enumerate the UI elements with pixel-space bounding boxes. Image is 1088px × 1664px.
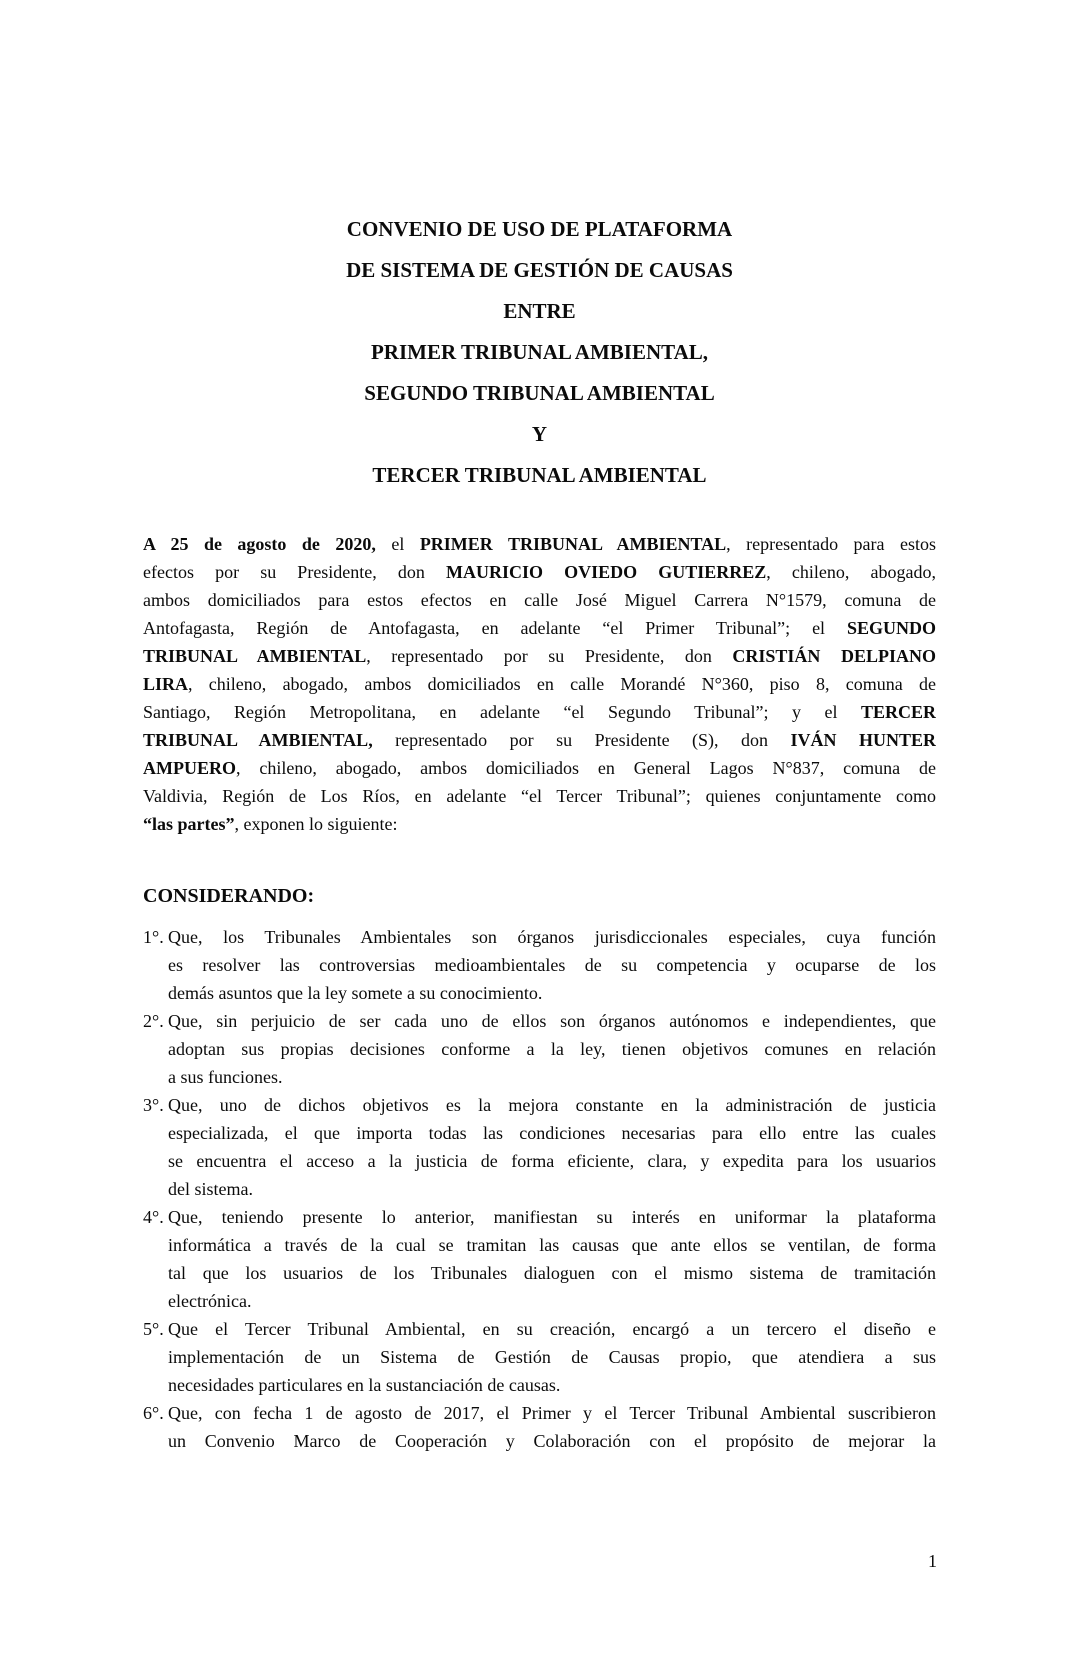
title-line: ENTRE — [503, 299, 576, 323]
document-title — [143, 209, 936, 496]
title-line: SEGUNDO TRIBUNAL AMBIENTAL — [364, 381, 715, 405]
item-line: Que, teniendo presente lo anterior, manifiestan su interés en uniformar la plataforma — [168, 1207, 936, 1227]
bold-text: TRIBUNAL AMBIENTAL, — [143, 730, 373, 750]
item-line: Que, uno de dichos objetivos es la mejora constante en la administración de justicia — [168, 1095, 936, 1115]
item-line: a sus funciones. — [168, 1067, 283, 1087]
bold-text: AMPUERO — [143, 758, 236, 778]
considerando-heading: CONSIDERANDO: — [143, 885, 315, 907]
item-line: es resolver las controversias medioambientales de su competencia y ocuparse de los — [168, 955, 936, 975]
intro-line — [143, 530, 936, 558]
item-line: un Convenio Marco de Cooperación y Colaboración con el propósito de mejorar la — [168, 1431, 936, 1451]
text: , exponen lo siguiente: — [234, 814, 398, 834]
text: , representado para estos — [726, 534, 936, 554]
bold-text: SEGUNDO — [846, 618, 936, 638]
considerando-item — [143, 923, 936, 1007]
page-content — [143, 0, 936, 1455]
title-line: CONVENIO DE USO DE PLATAFORMA — [346, 217, 733, 241]
intro-line — [143, 586, 936, 614]
considerando-item — [143, 1203, 936, 1315]
item-number: 6°. — [143, 1403, 164, 1423]
item-line: informática a través de la cual se tramitan las causas que ante ellos se ventilan, de forma — [168, 1235, 936, 1255]
bold-text: PRIMER TRIBUNAL AMBIENTAL — [419, 534, 727, 554]
title-line: PRIMER TRIBUNAL AMBIENTAL, — [370, 340, 709, 364]
bold-text: TERCER — [860, 702, 936, 722]
title-line: TERCER TRIBUNAL AMBIENTAL — [372, 463, 707, 487]
item-line: Que el Tercer Tribunal Ambiental, en su creación, encargó a un tercero el diseño e — [168, 1319, 936, 1339]
item-line: necesidades particulares en la sustanciación de causas. — [168, 1375, 561, 1395]
item-line: implementación de un Sistema de Gestión de Causas propio, que atendiera a sus — [168, 1347, 936, 1367]
bold-text: “las partes” — [143, 814, 235, 834]
item-number: 2°. — [143, 1011, 164, 1031]
text: Santiago, Región Metropolitana, en adelante “el Segundo Tribunal”; y el — [143, 702, 861, 722]
considerando-item — [143, 1315, 936, 1399]
text: , chileno, abogado, ambos domiciliados en General Lagos N°837, comuna de — [236, 758, 936, 778]
item-line: Que, los Tribunales Ambientales son órganos jurisdiccionales especiales, cuya función — [168, 927, 936, 947]
text: Antofagasta, Región de Antofagasta, en adelante “el Primer Tribunal”; el — [143, 618, 847, 638]
item-line: Que, con fecha 1 de agosto de 2017, el Primer y el Tercer Tribunal Ambiental suscribieron — [168, 1403, 936, 1423]
text: Valdivia, Región de Los Ríos, en adelante “el Tercer Tribunal”; quienes conjuntamente como — [143, 786, 936, 806]
intro-line — [143, 782, 936, 810]
text: el — [375, 534, 420, 554]
item-number: 4°. — [143, 1207, 164, 1227]
intro-line — [143, 558, 936, 586]
text: , chileno, abogado, ambos domiciliados en calle Morandé N°360, piso 8, comuna de — [188, 674, 936, 694]
item-line: adoptan sus propias decisiones conforme a la ley, tienen objetivos comunes en relación — [168, 1039, 936, 1059]
item-line: demás asuntos que la ley somete a su conocimiento. — [168, 983, 543, 1003]
item-number: 1°. — [143, 927, 164, 947]
title-line: DE SISTEMA DE GESTIÓN DE CAUSAS — [346, 258, 733, 282]
title-line: Y — [531, 422, 548, 446]
considerando-item — [143, 1007, 936, 1091]
considerando-item — [143, 1091, 936, 1203]
bold-text: LIRA — [143, 674, 189, 694]
item-line: Que, sin perjuicio de ser cada uno de ellos son órganos autónomos e independientes, que — [168, 1011, 936, 1031]
item-line: especializada, el que importa todas las condiciones necesarias para ello entre las cuales — [168, 1123, 936, 1143]
bold-text: TRIBUNAL AMBIENTAL — [143, 646, 367, 666]
intro-line — [143, 698, 936, 726]
item-line: se encuentra el acceso a la justicia de forma eficiente, clara, y expedita para los usuarios — [168, 1151, 936, 1171]
bold-text: MAURICIO OVIEDO GUTIERREZ — [446, 562, 767, 582]
intro-line — [143, 726, 936, 754]
page-number: 1 — [928, 1551, 937, 1571]
bold-text: A 25 de agosto de 2020, — [143, 534, 376, 554]
intro-line — [143, 810, 936, 838]
item-number: 3°. — [143, 1095, 164, 1115]
bold-text: IVÁN HUNTER — [790, 730, 936, 750]
intro-paragraph — [143, 530, 936, 838]
considerando-list — [143, 923, 936, 1455]
item-line: tal que los usuarios de los Tribunales dialoguen con el mismo sistema de tramitación — [168, 1263, 936, 1283]
text: ambos domiciliados para estos efectos en calle José Miguel Carrera N°1579, comuna de — [143, 590, 936, 610]
intro-line — [143, 754, 936, 782]
text: efectos por su Presidente, don — [143, 562, 447, 582]
bold-text: CRISTIÁN DELPIANO — [732, 646, 936, 666]
considerando-item — [143, 1399, 936, 1455]
intro-line — [143, 670, 936, 698]
intro-line — [143, 642, 936, 670]
text: , chileno, abogado, — [766, 562, 936, 582]
text: representado por su Presidente (S), don — [372, 730, 791, 750]
text: , representado por su Presidente, don — [366, 646, 733, 666]
item-line: del sistema. — [168, 1179, 253, 1199]
item-line: electrónica. — [168, 1291, 252, 1311]
item-number: 5°. — [143, 1319, 164, 1339]
intro-line — [143, 614, 936, 642]
